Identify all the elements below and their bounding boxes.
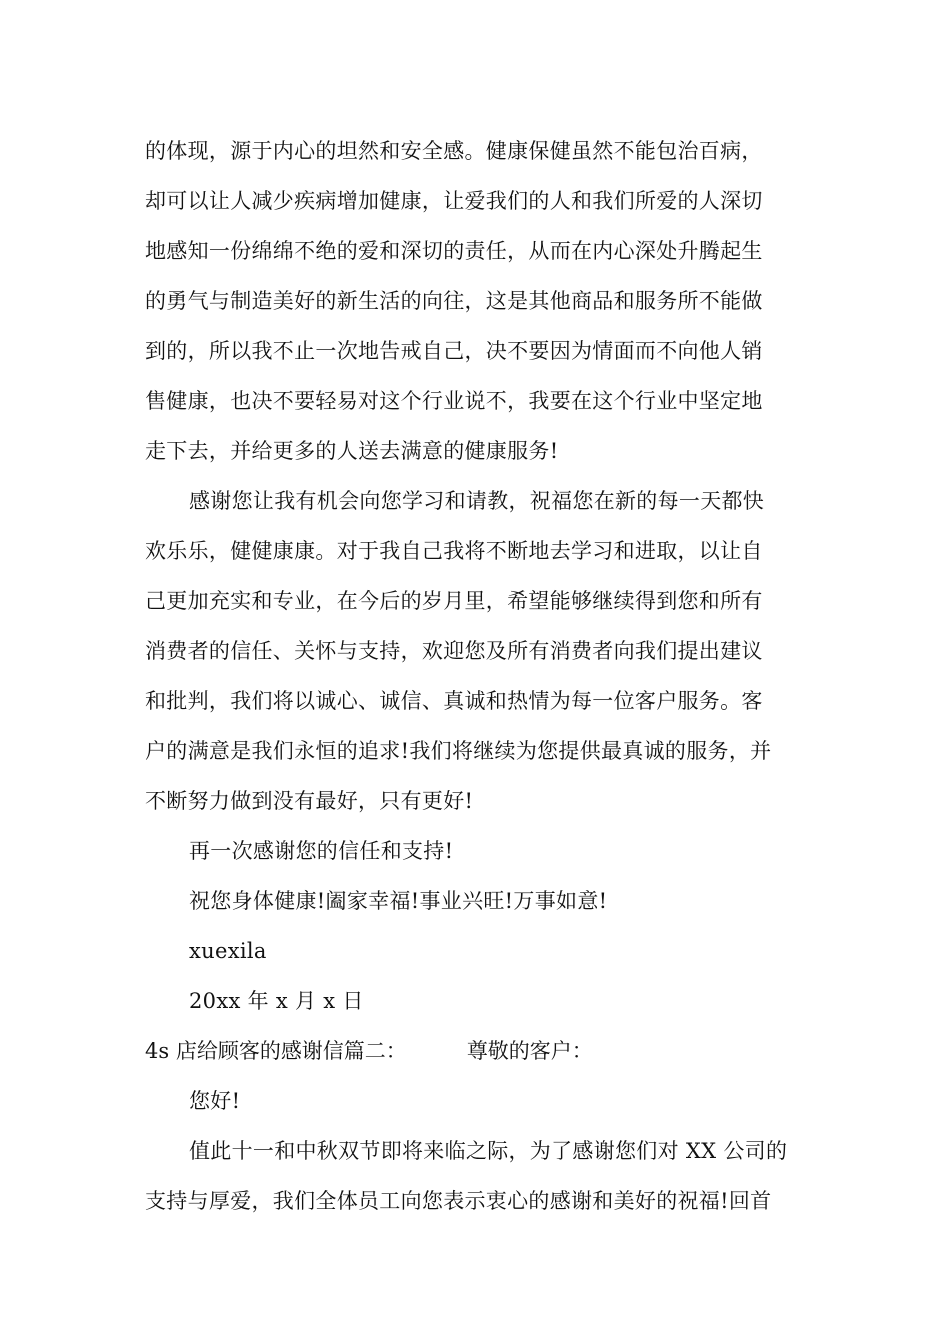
wishes-line: 祝您身体健康!阖家幸福!事业兴旺!万事如意! <box>189 889 608 913</box>
paragraph-2-line-7: 不断努力做到没有最好，只有更好! <box>145 789 474 813</box>
paragraph-3-line-2: 支持与厚爱，我们全体员工向您表示衷心的感谢和美好的祝福!回首 <box>145 1189 772 1213</box>
date-line: 20xx 年 x 月 x 日 <box>189 989 364 1013</box>
hello-line: 您好! <box>189 1089 241 1113</box>
paragraph-1-line-3: 地感知一份绵绵不绝的爱和深切的责任，从而在内心深处升腾起生 <box>145 239 763 263</box>
section-heading: 4s 店给顾客的感谢信篇二： <box>145 1039 407 1063</box>
paragraph-1-line-4: 的勇气与制造美好的新生活的向往，这是其他商品和服务所不能做 <box>145 289 763 313</box>
salutation: 尊敬的客户： <box>466 1039 593 1063</box>
thanks-again-line: 再一次感谢您的信任和支持! <box>189 839 454 863</box>
paragraph-2-line-4: 消费者的信任、关怀与支持，欢迎您及所有消费者向我们提出建议 <box>145 639 763 663</box>
paragraph-2-line-2: 欢乐乐，健健康康。对于我自己我将不断地去学习和进取，以让自 <box>145 539 763 563</box>
paragraph-1-line-2: 却可以让人减少疾病增加健康，让爱我们的人和我们所爱的人深切 <box>145 189 763 213</box>
paragraph-2-line-6: 户的满意是我们永恒的追求!我们将继续为您提供最真诚的服务，并 <box>145 739 772 763</box>
paragraph-1-line-5: 到的，所以我不止一次地告戒自己，决不要因为情面而不向他人销 <box>145 339 763 363</box>
section-heading-row <box>145 1036 593 1066</box>
paragraph-2-line-5: 和批判，我们将以诚心、诚信、真诚和热情为每一位客户服务。客 <box>145 689 763 713</box>
paragraph-2-line-3: 己更加充实和专业，在今后的岁月里，希望能够继续得到您和所有 <box>145 589 763 613</box>
paragraph-3-line-1: 值此十一和中秋双节即将来临之际，为了感谢您们对 XX 公司的 <box>189 1139 788 1163</box>
paragraph-1-line-6: 售健康，也决不要轻易对这个行业说不，我要在这个行业中坚定地 <box>145 389 763 413</box>
paragraph-1-line-7: 走下去，并给更多的人送去满意的健康服务! <box>145 439 559 463</box>
signature: xuexila <box>189 939 267 963</box>
paragraph-2-line-1: 感谢您让我有机会向您学习和请教，祝福您在新的每一天都快 <box>189 489 765 513</box>
paragraph-1-line-1: 的体现，源于内心的坦然和安全感。健康保健虽然不能包治百病， <box>145 139 763 163</box>
